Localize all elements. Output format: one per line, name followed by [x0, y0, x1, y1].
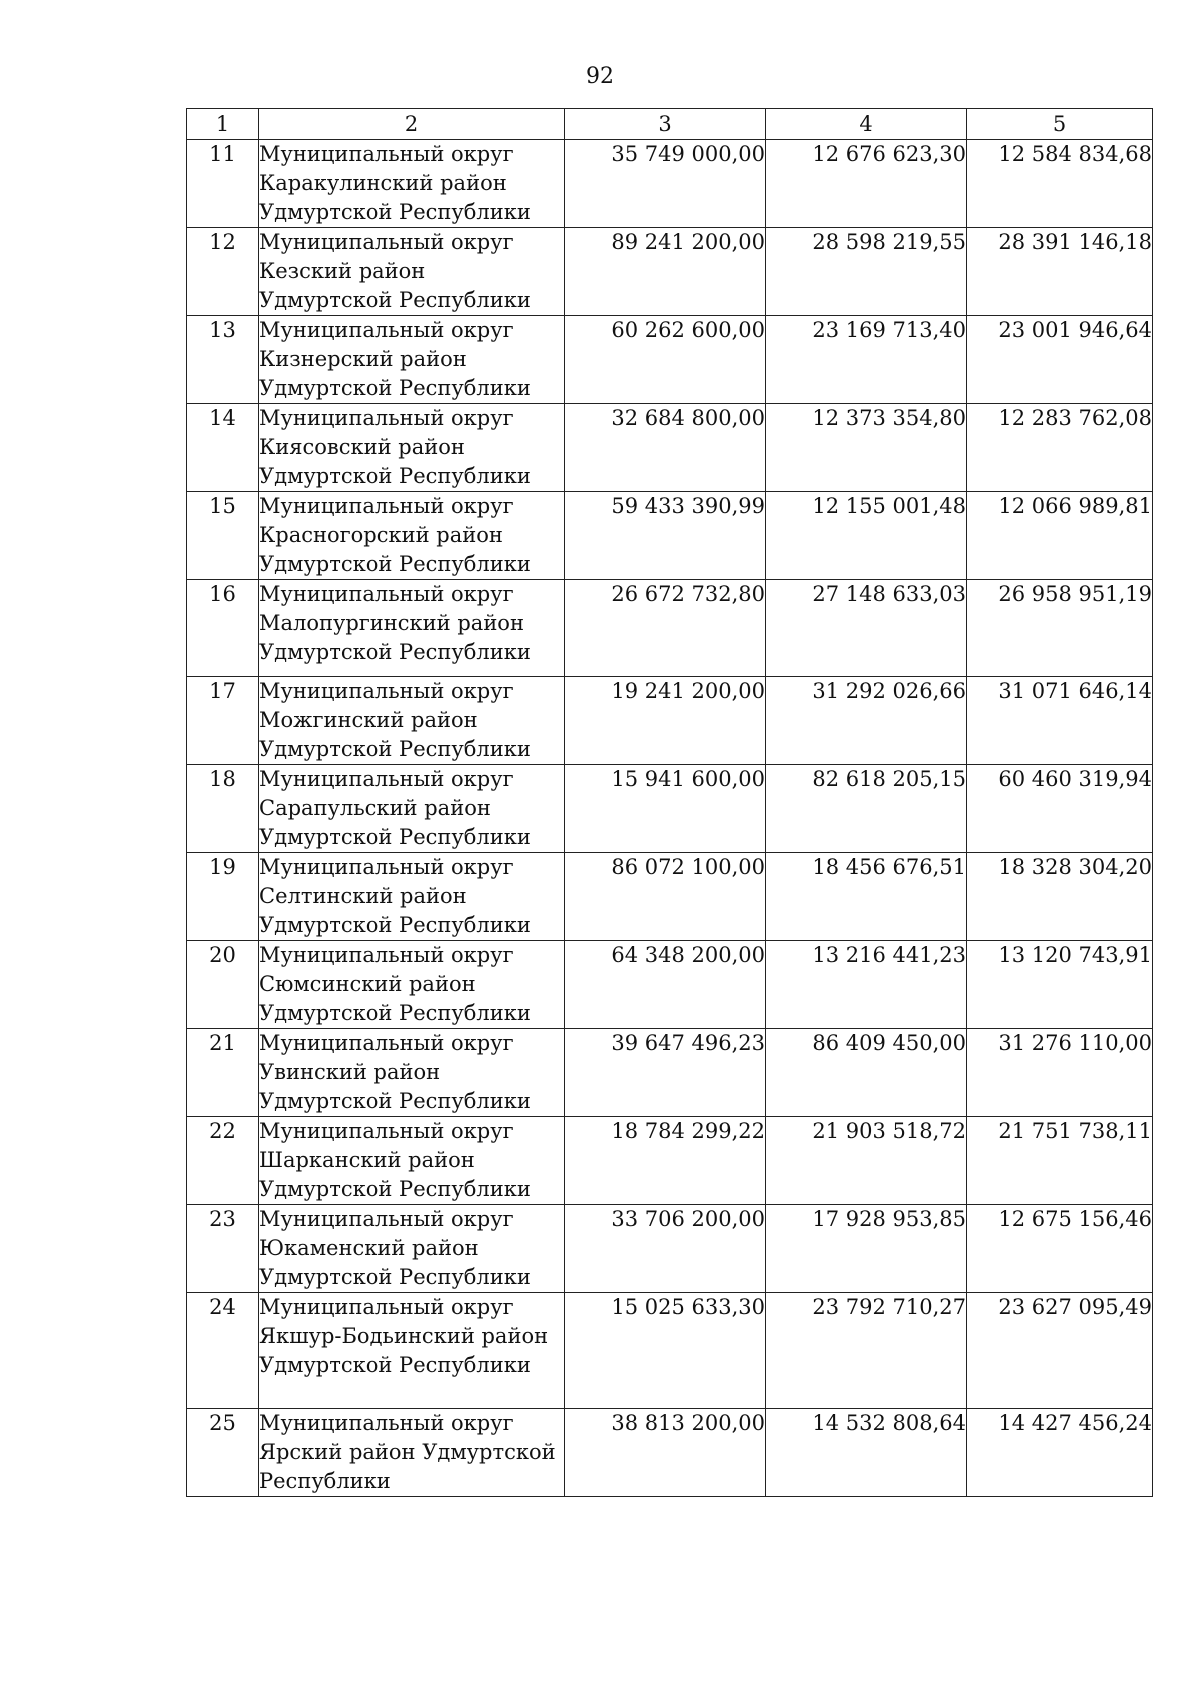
column-header-3: 3 — [565, 109, 766, 140]
column-4-value: 13 216 441,23 — [766, 941, 967, 1029]
column-4-value: 17 928 953,85 — [766, 1205, 967, 1293]
municipality-name: Муниципальный округ Можгинский район Удмуртской Республики — [259, 677, 565, 765]
column-5-value: 60 460 319,94 — [967, 765, 1153, 853]
row-number: 14 — [187, 404, 259, 492]
municipality-name: Муниципальный округ Кезский район Удмуртской Республики — [259, 228, 565, 316]
row-number: 15 — [187, 492, 259, 580]
column-5-value: 12 283 762,08 — [967, 404, 1153, 492]
column-5-value: 12 675 156,46 — [967, 1205, 1153, 1293]
column-header-5: 5 — [967, 109, 1153, 140]
column-3-value: 18 784 299,22 — [565, 1117, 766, 1205]
municipality-name: Муниципальный округ Малопургинский район Удмуртской Республики — [259, 580, 565, 677]
column-header-4: 4 — [766, 109, 967, 140]
column-5-value: 14 427 456,24 — [967, 1409, 1153, 1497]
column-3-value: 32 684 800,00 — [565, 404, 766, 492]
municipality-name: Муниципальный округ Увинский район Удмуртской Республики — [259, 1029, 565, 1117]
table-row — [187, 1409, 1153, 1497]
row-number: 12 — [187, 228, 259, 316]
row-number: 17 — [187, 677, 259, 765]
column-3-value: 64 348 200,00 — [565, 941, 766, 1029]
column-5-value: 18 328 304,20 — [967, 853, 1153, 941]
column-3-value: 35 749 000,00 — [565, 140, 766, 228]
table-row — [187, 316, 1153, 404]
column-3-value: 15 025 633,30 — [565, 1293, 766, 1409]
column-3-value: 59 433 390,99 — [565, 492, 766, 580]
column-5-value: 12 584 834,68 — [967, 140, 1153, 228]
row-number: 21 — [187, 1029, 259, 1117]
row-number: 13 — [187, 316, 259, 404]
row-number: 23 — [187, 1205, 259, 1293]
column-3-value: 89 241 200,00 — [565, 228, 766, 316]
column-3-value: 86 072 100,00 — [565, 853, 766, 941]
column-5-value: 21 751 738,11 — [967, 1117, 1153, 1205]
row-number: 19 — [187, 853, 259, 941]
column-4-value: 23 792 710,27 — [766, 1293, 967, 1409]
table-row — [187, 1293, 1153, 1409]
municipality-name: Муниципальный округ Якшур-Бодьинский район Удмуртской Республики — [259, 1293, 565, 1409]
table-header-row — [187, 109, 1153, 140]
column-5-value: 13 120 743,91 — [967, 941, 1153, 1029]
municipality-name: Муниципальный округ Красногорский район Удмуртской Республики — [259, 492, 565, 580]
row-number: 20 — [187, 941, 259, 1029]
table-row — [187, 853, 1153, 941]
table-row — [187, 941, 1153, 1029]
municipality-name: Муниципальный округ Кизнерский район Удмуртской Республики — [259, 316, 565, 404]
column-3-value: 15 941 600,00 — [565, 765, 766, 853]
column-3-value: 19 241 200,00 — [565, 677, 766, 765]
municipality-name: Муниципальный округ Киясовский район Удмуртской Республики — [259, 404, 565, 492]
page-number: 92 — [586, 64, 614, 89]
column-5-value: 31 071 646,14 — [967, 677, 1153, 765]
column-5-value: 28 391 146,18 — [967, 228, 1153, 316]
table-row — [187, 404, 1153, 492]
row-number: 16 — [187, 580, 259, 677]
table-row — [187, 228, 1153, 316]
column-3-value: 60 262 600,00 — [565, 316, 766, 404]
municipality-name: Муниципальный округ Юкаменский район Удмуртской Республики — [259, 1205, 565, 1293]
table-row — [187, 580, 1153, 677]
table-row — [187, 140, 1153, 228]
municipality-name: Муниципальный округ Каракулинский район Удмуртской Республики — [259, 140, 565, 228]
column-4-value: 86 409 450,00 — [766, 1029, 967, 1117]
row-number: 18 — [187, 765, 259, 853]
column-4-value: 21 903 518,72 — [766, 1117, 967, 1205]
column-3-value: 38 813 200,00 — [565, 1409, 766, 1497]
table-row — [187, 1029, 1153, 1117]
column-4-value: 12 676 623,30 — [766, 140, 967, 228]
column-4-value: 14 532 808,64 — [766, 1409, 967, 1497]
row-number: 24 — [187, 1293, 259, 1409]
column-5-value: 26 958 951,19 — [967, 580, 1153, 677]
column-4-value: 18 456 676,51 — [766, 853, 967, 941]
column-4-value: 82 618 205,15 — [766, 765, 967, 853]
column-3-value: 26 672 732,80 — [565, 580, 766, 677]
table-row — [187, 1205, 1153, 1293]
municipality-name: Муниципальный округ Шарканский район Удмуртской Республики — [259, 1117, 565, 1205]
table-row — [187, 765, 1153, 853]
column-5-value: 31 276 110,00 — [967, 1029, 1153, 1117]
municipality-name: Муниципальный округ Сарапульский район Удмуртской Республики — [259, 765, 565, 853]
table-row — [187, 1117, 1153, 1205]
column-4-value: 12 155 001,48 — [766, 492, 967, 580]
row-number: 22 — [187, 1117, 259, 1205]
municipality-name: Муниципальный округ Ярский район Удмуртской Республики — [259, 1409, 565, 1497]
column-5-value: 23 001 946,64 — [967, 316, 1153, 404]
row-number: 25 — [187, 1409, 259, 1497]
column-3-value: 39 647 496,23 — [565, 1029, 766, 1117]
municipality-name: Муниципальный округ Селтинский район Удмуртской Республики — [259, 853, 565, 941]
column-4-value: 12 373 354,80 — [766, 404, 967, 492]
municipality-name: Муниципальный округ Сюмсинский район Удмуртской Республики — [259, 941, 565, 1029]
column-header-1: 1 — [187, 109, 259, 140]
budget-table — [186, 108, 1153, 1497]
table-row — [187, 677, 1153, 765]
row-number: 11 — [187, 140, 259, 228]
column-4-value: 23 169 713,40 — [766, 316, 967, 404]
column-5-value: 12 066 989,81 — [967, 492, 1153, 580]
column-4-value: 31 292 026,66 — [766, 677, 967, 765]
column-4-value: 28 598 219,55 — [766, 228, 967, 316]
column-5-value: 23 627 095,49 — [967, 1293, 1153, 1409]
column-4-value: 27 148 633,03 — [766, 580, 967, 677]
column-header-2: 2 — [259, 109, 565, 140]
column-3-value: 33 706 200,00 — [565, 1205, 766, 1293]
table-row — [187, 492, 1153, 580]
